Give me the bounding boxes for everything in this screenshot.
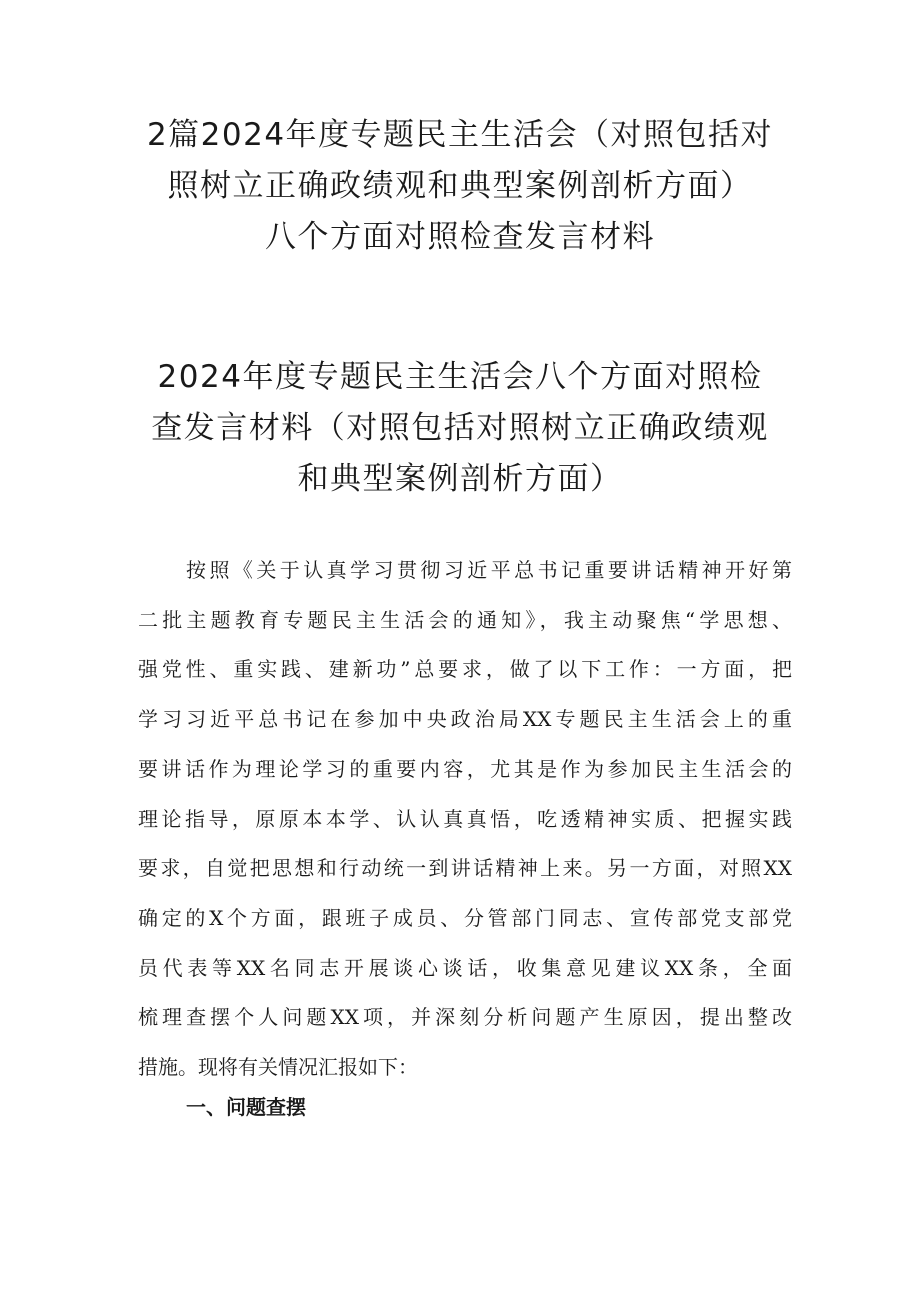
paragraph-line: 梳理查摆个人问题XX项，并深刻分析问题产生原因，提出整改 bbox=[138, 1005, 792, 1030]
paragraph-line: 确定的X个方面，跟班子成员、分管部门同志、宣传部党支部党 bbox=[138, 905, 792, 930]
paragraph-line: 强党性、重实践、建新功”总要求，做了以下工作：一方面，把 bbox=[138, 657, 792, 682]
paragraph-line: 要讲话作为理论学习的重要内容，尤其是作为参加民主生活会的 bbox=[138, 756, 792, 781]
paragraph-line: 二批主题教育专题民主生活会的通知》，我主动聚焦“学思想、 bbox=[138, 607, 792, 632]
paragraph-line: 学习习近平总书记在参加中央政治局XX专题民主生活会上的重 bbox=[138, 707, 792, 732]
document-title bbox=[120, 110, 800, 263]
paragraph-line: 措施。现将有关情况汇报如下： bbox=[138, 1055, 418, 1080]
title-line: 照树立正确政绩观和典型案例剖析方面） bbox=[167, 168, 753, 204]
section-heading: 一、问题查摆 bbox=[186, 1095, 306, 1119]
subtitle-line: 查发言材料（对照包括对照树立正确政绩观 bbox=[151, 410, 769, 446]
paragraph-line: 要求，自觉把思想和行动统一到讲话精神上来。另一方面，对照XX bbox=[138, 856, 792, 881]
paragraph-line: 按照《关于认真学习贯彻习近平总书记重要讲话精神开好第 bbox=[186, 558, 792, 582]
subtitle-line: 2024年度专题民主生活会八个方面对照检 bbox=[157, 359, 763, 395]
paragraph-line: 理论指导，原原本本学、认认真真悟，吃透精神实质、把握实践 bbox=[138, 806, 792, 831]
document-subtitle bbox=[120, 352, 800, 505]
title-line: 2篇2024年度专题民主生活会（对照包括对 bbox=[146, 117, 774, 153]
subtitle-line: 和典型案例剖析方面） bbox=[297, 461, 623, 497]
intro-paragraph bbox=[138, 546, 792, 1093]
title-line: 八个方面对照检查发言材料 bbox=[265, 219, 655, 255]
paragraph-line: 员代表等XX名同志开展谈心谈话，收集意见建议XX条，全面 bbox=[138, 955, 792, 980]
